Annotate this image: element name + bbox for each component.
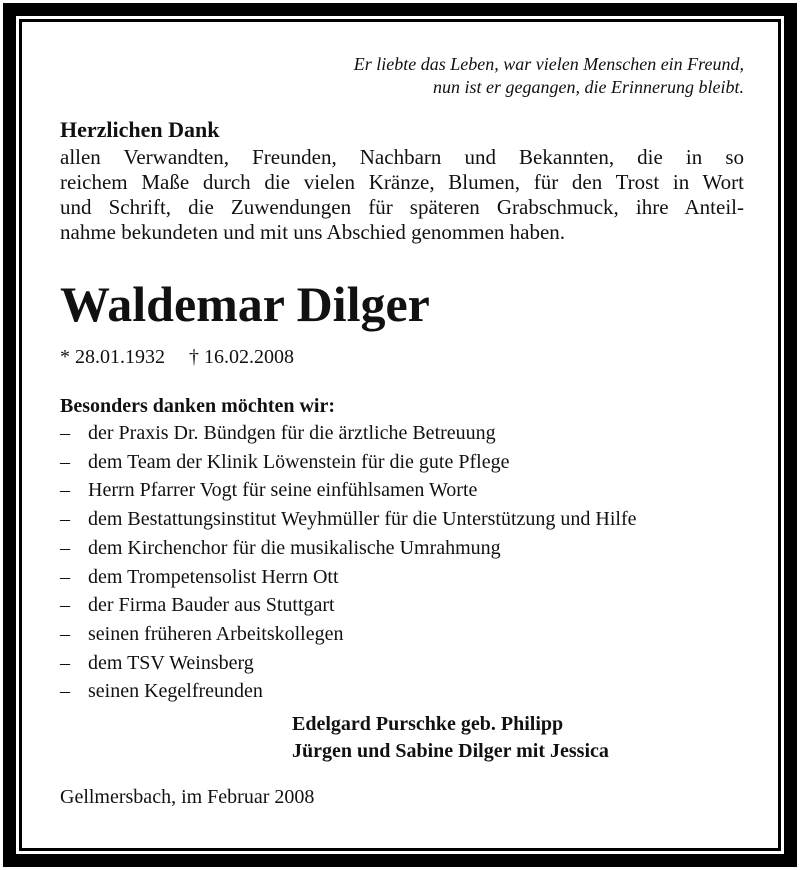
list-item	[60, 505, 637, 534]
list-item-text: dem TSV Weinsberg	[88, 651, 254, 674]
dash: –	[60, 651, 70, 674]
special-thanks-list	[60, 419, 637, 706]
dash: –	[60, 565, 70, 588]
list-item-text: der Praxis Dr. Bündgen für die ärztliche Betreuung	[88, 422, 496, 444]
thanks-paragraph	[60, 145, 744, 245]
paragraph-line: nahme bekundeten und mit uns Abschied genommen haben.	[60, 220, 566, 244]
list-item-text: seinen Kegelfreunden	[88, 680, 263, 703]
list-item-text: Herrn Pfarrer Vogt für seine einfühlsamen Worte	[88, 479, 478, 502]
paragraph-line: und Schrift, die Zuwendungen für späteren Grabschmuck, ihre Anteil-	[60, 195, 744, 219]
paragraph-line: allen Verwandten, Freunden, Nachbarn und Bekannten, die in so	[60, 145, 744, 169]
list-item	[60, 419, 637, 448]
special-thanks-heading: Besonders danken möchten wir:	[60, 395, 336, 417]
list-item-text: dem Bestattungsinstitut Weyhmüller für die Unterstützung und Hilfe	[88, 508, 637, 531]
list-item	[60, 563, 637, 592]
life-dates	[60, 344, 294, 370]
list-item	[60, 677, 637, 706]
place-date: Gellmersbach, im Februar 2008	[60, 786, 315, 808]
motto-quote	[290, 53, 744, 99]
list-item	[60, 476, 637, 505]
dash: –	[60, 450, 70, 473]
list-item-text: der Firma Bauder aus Stuttgart	[88, 594, 335, 617]
list-item-text: dem Team der Klinik Löwenstein für die gute Pflege	[88, 450, 510, 473]
list-item	[60, 534, 637, 563]
signer-name: Edelgard Purschke geb. Philipp	[292, 713, 564, 735]
dash: –	[60, 594, 70, 617]
dash: –	[60, 508, 70, 531]
list-item	[60, 649, 637, 678]
list-item	[60, 620, 637, 649]
dash: –	[60, 680, 70, 703]
dash: –	[60, 536, 70, 559]
list-item	[60, 448, 637, 477]
death-date: † 16.02.2008	[189, 346, 294, 368]
paragraph-line: reichem Maße durch die vielen Kränze, Blumen, für den Trost in Wort	[60, 170, 744, 194]
motto-line: nun ist er gegangen, die Erinnerung bleibt.	[433, 77, 744, 97]
dash: –	[60, 622, 70, 645]
mourners-signature	[292, 711, 609, 765]
dash: –	[60, 479, 70, 502]
dash: –	[60, 422, 70, 444]
thanks-heading: Herzlichen Dank	[60, 117, 220, 142]
motto-line: Er liebte das Leben, war vielen Menschen ein Freund,	[353, 54, 744, 74]
list-item-text: seinen früheren Arbeitskollegen	[88, 622, 344, 645]
list-item	[60, 591, 637, 620]
birth-date: * 28.01.1932	[60, 346, 165, 368]
signer-name: Jürgen und Sabine Dilger mit Jessica	[292, 740, 609, 762]
list-item-text: dem Kirchenchor für die musikalische Umrahmung	[88, 536, 501, 559]
deceased-name: Waldemar Dilger	[60, 276, 430, 332]
list-item-text: dem Trompetensolist Herrn Ott	[88, 565, 339, 588]
